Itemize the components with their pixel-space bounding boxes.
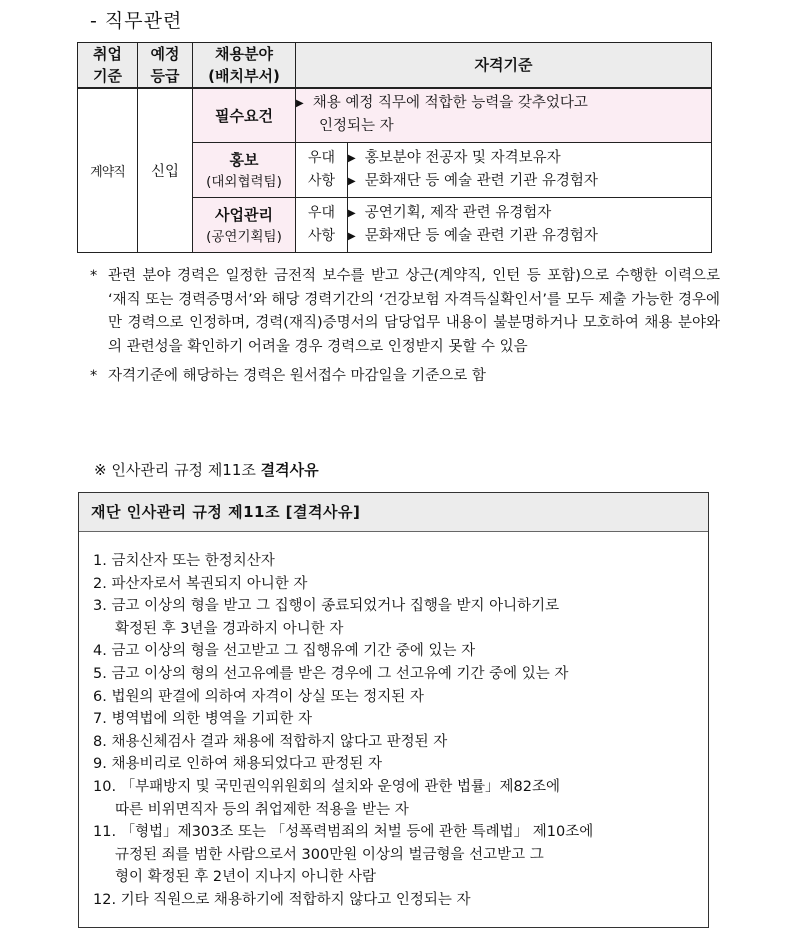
list-item-number: 4. xyxy=(93,643,112,660)
header-grade: 예정 등급 xyxy=(138,43,193,89)
list-item xyxy=(93,753,708,776)
field-biz: 사업관리 (공연기획팀) xyxy=(193,197,296,252)
pref-label-biz: 우대 사항 xyxy=(296,197,348,252)
list-item-text: 채용비리로 인하여 채용되었다고 판정된 자 xyxy=(111,756,383,773)
grade: 신입 xyxy=(138,88,193,252)
reference-line: ※ 인사관리 규정 제11조 결격사유 xyxy=(94,461,319,479)
list-item xyxy=(93,731,708,754)
asterisk-icon: * xyxy=(90,268,98,284)
disqualification-box xyxy=(78,492,709,928)
list-item xyxy=(93,595,708,618)
list-item-text: 「부패방지 및 국민권익위원회의 설치와 운영에 관한 법률」제82조에 xyxy=(120,778,560,795)
employment-type: 계약직 xyxy=(78,88,138,252)
asterisk-icon: * xyxy=(90,368,98,384)
list-item-number: 2. xyxy=(93,575,112,592)
list-item-text: 채용신체검사 결과 채용에 적합하지 않다고 판정된 자 xyxy=(111,733,448,750)
list-item xyxy=(93,799,708,822)
list-item-text: 법원의 판결에 의하여 자격이 상실 또는 정지된 자 xyxy=(111,688,424,705)
arrow-icon: ▶ xyxy=(296,98,304,110)
list-item-number: 5. xyxy=(93,665,112,682)
list-item-text: 파산자로서 복권되지 아니한 자 xyxy=(111,575,308,592)
list-item xyxy=(93,866,708,889)
list-item xyxy=(93,640,708,663)
list-item xyxy=(93,708,708,731)
header-field: 채용분야 (배치부서) xyxy=(193,43,296,89)
arrow-icon: ▶ xyxy=(348,152,356,164)
list-item-text: 금고 이상의 형을 받고 그 집행이 종료되었거나 집행을 받지 아니하기로 xyxy=(111,598,560,615)
section-title: - 직무관련 xyxy=(90,10,183,32)
list-item-number: 11. xyxy=(93,824,121,841)
list-item-number: 7. xyxy=(93,711,112,728)
list-item-number: 6. xyxy=(93,688,112,705)
list-item-text: 형이 확정된 후 2년이 지나지 아니한 사람 xyxy=(115,869,376,886)
list-item-number: 3. xyxy=(93,598,112,615)
disqualification-list xyxy=(79,532,708,912)
pref-items-biz: ▶ 공연기획, 제작 관련 유경험자 ▶ 문화재단 등 예술 관련 기관 유경험자 xyxy=(348,197,712,252)
list-item-number: 10. xyxy=(93,778,121,795)
list-item xyxy=(93,618,708,641)
qualification-table xyxy=(77,42,712,253)
list-item-number: 8. xyxy=(93,733,112,750)
arrow-icon: ▶ xyxy=(348,175,356,187)
list-item-text: 「형법」제303조 또는 「성폭력범죄의 처벌 등에 관한 특례법」 제10조에 xyxy=(120,824,594,841)
list-item xyxy=(93,889,708,912)
required-criteria: ▶ 채용 예정 직무에 적합한 능력을 갖추었다고 인정되는 자 xyxy=(296,88,712,142)
list-item xyxy=(93,686,708,709)
required-label: 필수요건 xyxy=(193,88,296,142)
note-deadline: * 자격기준에 해당하는 경력은 원서접수 마감일을 기준으로 함 xyxy=(90,365,720,389)
list-item xyxy=(93,550,708,573)
list-item xyxy=(93,821,708,844)
field-pr: 홍보 (대외협력팀) xyxy=(193,142,296,197)
list-item-text: 금치산자 또는 한정치산자 xyxy=(111,553,275,569)
pref-label-pr: 우대 사항 xyxy=(296,142,348,197)
list-item-number: 9. xyxy=(93,756,112,773)
list-item xyxy=(93,663,708,686)
list-item-text: 규정된 죄를 범한 사람으로서 300만원 이상의 벌금형을 선고받고 그 xyxy=(115,846,544,863)
arrow-icon: ▶ xyxy=(348,230,356,242)
list-item-number: 1. xyxy=(93,553,112,569)
list-item-text: 따른 비위면직자 등의 취업제한 적용을 받는 자 xyxy=(115,801,409,818)
note-career: * 관련 분야 경력은 일정한 금전적 보수를 받고 상근(계약직, 인턴 등 포함)으로 수행한 이력으로 ‘재직 또는 경력증명서’와 해당 경력기간의 ‘건강보험 자격득실확인서’를 모두 제출 가능한 경우에만 경력으로 인정하며, 경력(재직)증명서의 담당업무 내용이 불분명하거나 모호하여 채용 분야와의 관련성을 확인하기 어려울 경우 경력으로 인정받지 못할 수 있음 xyxy=(90,265,720,359)
list-item xyxy=(93,844,708,867)
header-employment-basis: 취업 기준 xyxy=(78,43,138,89)
list-item xyxy=(93,573,708,596)
header-criteria: 자격기준 xyxy=(296,43,712,89)
arrow-icon: ▶ xyxy=(348,207,356,219)
list-item-text: 금고 이상의 형의 선고유예를 받은 경우에 그 선고유예 기간 중에 있는 자 xyxy=(111,665,569,682)
notes xyxy=(90,265,720,389)
list-item-number: 12. xyxy=(93,891,121,908)
box-title: 재단 인사관리 규정 제11조 [결격사유] xyxy=(79,493,708,532)
pref-items-pr: ▶ 홍보분야 전공자 및 자격보유자 ▶ 문화재단 등 예술 관련 기관 유경험자 xyxy=(348,142,712,197)
list-item-text: 금고 이상의 형을 선고받고 그 집행유예 기간 중에 있는 자 xyxy=(111,643,476,660)
list-item xyxy=(93,776,708,799)
list-item-text: 기타 직원으로 채용하기에 적합하지 않다고 인정되는 자 xyxy=(120,891,471,908)
list-item-text: 병역법에 의한 병역을 기피한 자 xyxy=(111,711,312,728)
list-item-text: 확정된 후 3년을 경과하지 아니한 자 xyxy=(115,620,344,637)
